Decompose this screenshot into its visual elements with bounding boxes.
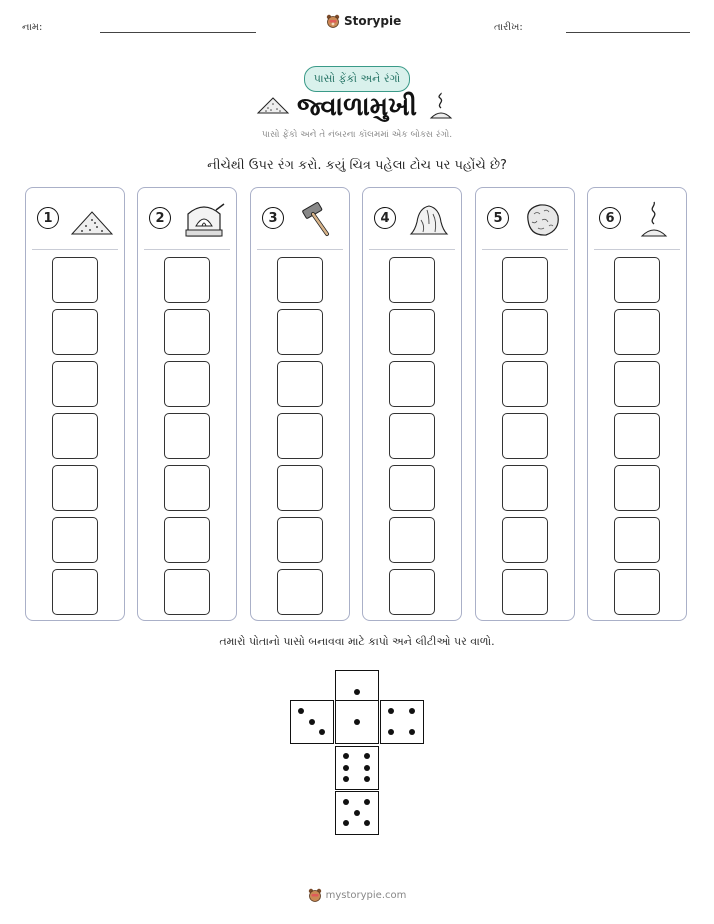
color-box[interactable]: [164, 309, 210, 355]
name-line[interactable]: [100, 32, 256, 33]
activity-pill: પાસો ફેંકો અને રંગો: [304, 66, 410, 92]
column-header: [26, 188, 124, 248]
die-face-left: [290, 700, 334, 744]
die-pip: [364, 799, 370, 805]
color-box[interactable]: [164, 569, 210, 615]
subtitle: પાસો ફેંકો અને તે નંબરના કૉલમમાં એક બોક્સ રંગો.: [261, 130, 453, 140]
footer-url: mystorypie.com: [325, 889, 407, 901]
color-box[interactable]: [389, 569, 435, 615]
color-box[interactable]: [52, 517, 98, 563]
die-pip: [364, 765, 370, 771]
color-box[interactable]: [502, 309, 548, 355]
die-face-lower: [335, 746, 379, 790]
color-box[interactable]: [164, 517, 210, 563]
footer: [0, 888, 714, 902]
column-divider: [482, 249, 568, 250]
color-box[interactable]: [389, 413, 435, 459]
color-box[interactable]: [502, 361, 548, 407]
die-pip: [309, 719, 315, 725]
color-box[interactable]: [389, 257, 435, 303]
color-box[interactable]: [277, 413, 323, 459]
color-box[interactable]: [389, 465, 435, 511]
die-pip: [343, 776, 349, 782]
color-box[interactable]: [164, 413, 210, 459]
column-5: [475, 187, 575, 621]
die-pip: [319, 729, 325, 735]
smoke-vent-icon: [632, 200, 676, 238]
color-box[interactable]: [614, 309, 660, 355]
color-box[interactable]: [614, 361, 660, 407]
ash-pile-icon: [70, 200, 114, 238]
die-pip: [364, 776, 370, 782]
color-box[interactable]: [502, 517, 548, 563]
die-face-bottom: [335, 791, 379, 835]
die-pip: [343, 820, 349, 826]
color-box[interactable]: [389, 361, 435, 407]
color-box[interactable]: [52, 361, 98, 407]
name-label: નામ:: [22, 22, 43, 33]
column-4: [362, 187, 462, 621]
lava-mound-icon: [407, 200, 451, 238]
die-pip: [364, 820, 370, 826]
column-6: [587, 187, 687, 621]
lava-rock-icon: [520, 200, 564, 238]
color-box[interactable]: [52, 309, 98, 355]
column-divider: [144, 249, 230, 250]
column-header: [251, 188, 349, 248]
die-pip: [364, 753, 370, 759]
color-box[interactable]: [277, 309, 323, 355]
color-box[interactable]: [614, 257, 660, 303]
die-face-center: [335, 700, 379, 744]
color-box[interactable]: [502, 569, 548, 615]
column-number: 5: [487, 207, 509, 229]
smoke-vent-icon: [428, 92, 454, 120]
column-number: 4: [374, 207, 396, 229]
hammer-icon: [295, 200, 339, 238]
color-box[interactable]: [502, 465, 548, 511]
color-box[interactable]: [614, 413, 660, 459]
column-1: [25, 187, 125, 621]
color-box[interactable]: [277, 361, 323, 407]
column-divider: [594, 249, 680, 250]
column-header: [138, 188, 236, 248]
column-3: [250, 187, 350, 621]
die-instruction: તમારો પોતાનો પાસો બનાવવા માટે કાપો અને લીટીઓ પર વાળો.: [219, 635, 495, 648]
column-header: [588, 188, 686, 248]
die-pip: [343, 799, 349, 805]
color-box[interactable]: [52, 569, 98, 615]
die-pip: [354, 719, 360, 725]
column-header: [363, 188, 461, 248]
color-box[interactable]: [389, 309, 435, 355]
die-pip: [409, 708, 415, 714]
die-pip: [343, 765, 349, 771]
die-pip: [343, 753, 349, 759]
color-box[interactable]: [164, 257, 210, 303]
color-box[interactable]: [277, 465, 323, 511]
die-face-right: [380, 700, 424, 744]
brand-name: Storypie: [344, 14, 402, 28]
question: નીચેથી ઉપર રંગ કરો. કયું ચિત્ર પહેલા ટોચ પર પહોંચે છે?: [207, 158, 507, 173]
column-header: [476, 188, 574, 248]
die-pip: [409, 729, 415, 735]
date-line[interactable]: [566, 32, 690, 33]
column-number: 2: [149, 207, 171, 229]
column-divider: [369, 249, 455, 250]
die-net: [290, 670, 424, 836]
bear-icon: [326, 14, 340, 28]
color-box[interactable]: [614, 517, 660, 563]
color-box[interactable]: [164, 465, 210, 511]
column-number: 1: [37, 207, 59, 229]
die-pip: [388, 708, 394, 714]
die-pip: [354, 810, 360, 816]
color-box[interactable]: [52, 257, 98, 303]
color-box[interactable]: [502, 257, 548, 303]
date-label: તારીખ:: [494, 22, 523, 33]
color-box[interactable]: [52, 465, 98, 511]
column-divider: [32, 249, 118, 250]
forge-furnace-icon: [182, 200, 226, 238]
color-box[interactable]: [52, 413, 98, 459]
color-box[interactable]: [164, 361, 210, 407]
color-box[interactable]: [277, 257, 323, 303]
column-divider: [257, 249, 343, 250]
die-pip: [354, 689, 360, 695]
color-box[interactable]: [277, 569, 323, 615]
column-2: [137, 187, 237, 621]
column-number: 6: [599, 207, 621, 229]
page-title: જ્વાળામુખી: [297, 92, 417, 122]
color-box[interactable]: [389, 517, 435, 563]
column-number: 3: [262, 207, 284, 229]
color-box[interactable]: [502, 413, 548, 459]
color-box[interactable]: [614, 465, 660, 511]
color-box[interactable]: [277, 517, 323, 563]
color-box[interactable]: [614, 569, 660, 615]
die-pip: [388, 729, 394, 735]
brand-logo: [326, 14, 401, 28]
bear-icon: [308, 888, 322, 902]
die-pip: [298, 708, 304, 714]
